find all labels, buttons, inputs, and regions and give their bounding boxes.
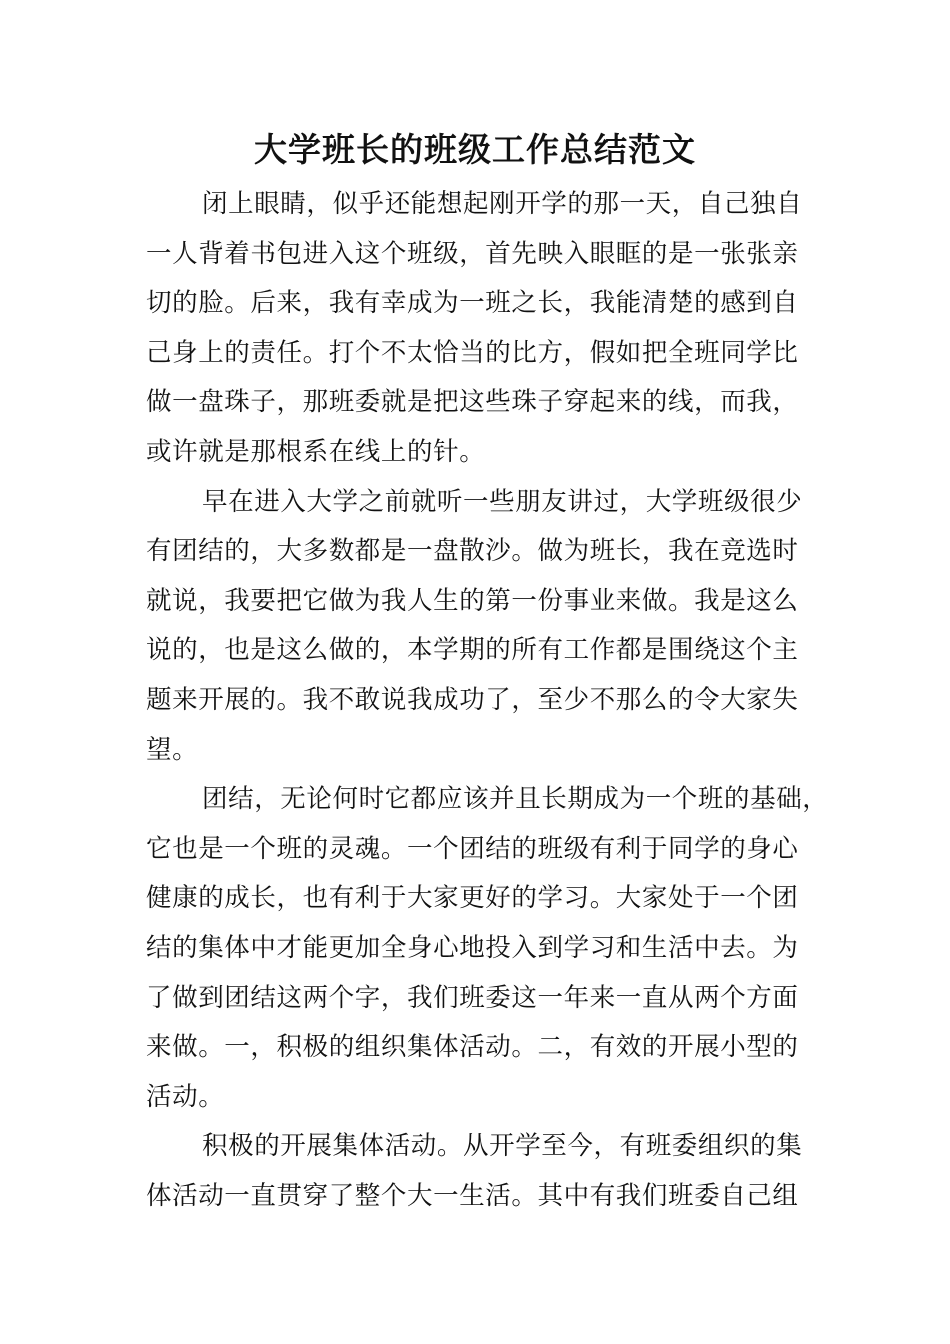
text-line: 活动。 xyxy=(146,1081,225,1112)
text-line: 积极的开展集体活动。从开学至今，有班委组织的集 xyxy=(202,1131,803,1162)
text-line: 体活动一直贯穿了整个大一生活。其中有我们班委自己组 xyxy=(146,1180,799,1211)
paragraph-1 xyxy=(146,180,816,478)
text-line: 结的集体中才能更加全身心地投入到学习和生活中去。为 xyxy=(146,932,799,963)
text-line: 题来开展的。我不敢说我成功了，至少不那么的令大家失 xyxy=(146,684,799,715)
text-line: 切的脸。后来，我有幸成为一班之长，我能清楚的感到自 xyxy=(146,288,799,319)
paragraph-3 xyxy=(146,775,829,1122)
text-line: 说的，也是这么做的，本学期的所有工作都是围绕这个主 xyxy=(146,635,799,666)
text-line: 来做。一，积极的组织集体活动。二，有效的开展小型的 xyxy=(146,1032,799,1063)
text-line: 团结，无论何时它都应该并且长期成为一个班的基础， xyxy=(202,784,829,815)
text-line: 望。 xyxy=(146,734,199,765)
text-line: 了做到团结这两个字，我们班委这一年来一直从两个方面 xyxy=(146,982,799,1013)
text-line: 做一盘珠子，那班委就是把这些珠子穿起来的线，而我， xyxy=(146,387,799,418)
text-line: 己身上的责任。打个不太恰当的比方，假如把全班同学比 xyxy=(146,337,799,368)
text-line: 闭上眼睛，似乎还能想起刚开学的那一天，自己独自 xyxy=(202,189,803,219)
text-line: 就说，我要把它做为我人生的第一份事业来做。我是这么 xyxy=(146,585,799,616)
text-line: 早在进入大学之前就听一些朋友讲过，大学班级很少 xyxy=(202,486,803,517)
paragraph-2 xyxy=(146,478,816,776)
text-line: 或许就是那根系在线上的针。 xyxy=(146,436,486,467)
text-line: 一人背着书包进入这个班级，首先映入眼眶的是一张张亲 xyxy=(146,238,799,269)
document-body xyxy=(146,180,829,1221)
paragraph-4 xyxy=(146,1122,816,1221)
text-line: 它也是一个班的灵魂。一个团结的班级有利于同学的身心 xyxy=(146,833,799,864)
text-line: 有团结的，大多数都是一盘散沙。做为班长，我在竞选时 xyxy=(146,536,799,567)
document-title: 大学班长的班级工作总结范文 xyxy=(254,130,696,169)
text-line: 健康的成长，也有利于大家更好的学习。大家处于一个团 xyxy=(146,883,799,914)
